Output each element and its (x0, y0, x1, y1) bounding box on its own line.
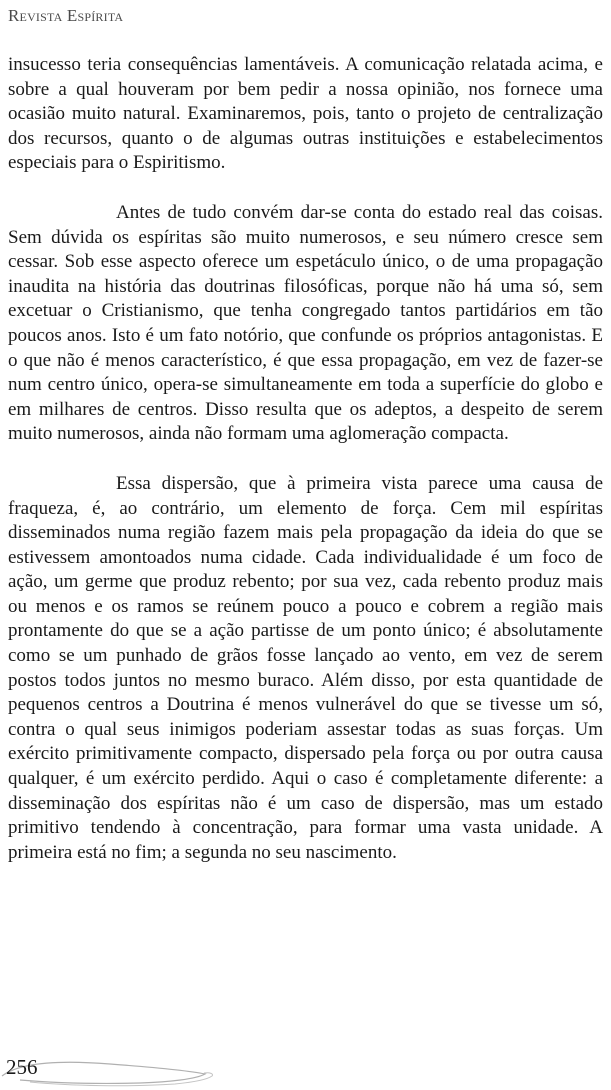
paragraph-2: Antes de tudo convém dar-se conta do estado real das coisas. Sem dúvida os espíritas são muito numerosos, e seu número cresce sem cessar. Sob esse aspecto oferece um espetáculo único, o de uma propagação inaudita na história das doutrinas filosóficas, porque não há uma só, sem excetuar o Cristianismo, que tenha congregado tantos partidários em tão poucos anos. Isto é um fato notório, que confunde os próprios antagonistas. E o que não é menos característico, é que essa propagação, em vez de fazer-se num centro único, opera-se simultaneamente em toda a superfície do globo e em milhares de centros. Disso resulta que os adeptos, a despeito de serem muito numerosos, ainda não formam uma aglomeração compacta. (8, 201, 603, 445)
paragraph-3: Essa dispersão, que à primeira vista parece uma causa de fraqueza, é, ao contrário, um elemento de força. Cem mil espíritas disseminados numa região fazem mais pela propagação da ideia do que se estivessem amontoados numa cidade. Cada individualidade é um foco de ação, um germe que produz rebento; por sua vez, cada rebento produz mais ou menos e os ramos se reúnem pouco a pouco e cobrem a região mais prontamente do que se a ação partisse de um ponto único; é absolutamente como se um punhado de grãos fosse lançado ao vento, em vez de serem postos todos juntos no mesmo buraco. Além disso, por esta quantidade de pequenos centros a Doutrina é menos vulnerável do que se tivesse um só, contra o qual seus inimigos poderiam assestar todas as suas forças. Um exército primitivamente compacto, dispersado pela força ou por outra causa qualquer, é um exército perdido. Aqui o caso é completamente diferente: a disseminação dos espíritas não é um caso de dispersão, mas um estado primitivo tendendo à concentração, para formar uma vasta unidade. A primeira está no fim; a segunda no seu nascimento. (8, 472, 603, 863)
paragraph-spacer (8, 176, 603, 201)
page-footer (0, 1052, 611, 1090)
paragraph-1: insucesso teria consequências lamentáveis. A comunicação relatada acima, e sobre a qual houveram por bem pedir a nossa opinião, nos fornece uma ocasião muito natural. Examinaremos, pois, tanto o projeto de centralização dos recursos, quanto o de algumas outras instituições e estabelecimentos especiais para o Espiritismo. (8, 54, 603, 174)
paragraph-spacer (8, 447, 603, 472)
page-number: 256 (6, 1055, 38, 1079)
running-header: Revista Espírita (8, 6, 124, 25)
page-body (8, 53, 603, 865)
